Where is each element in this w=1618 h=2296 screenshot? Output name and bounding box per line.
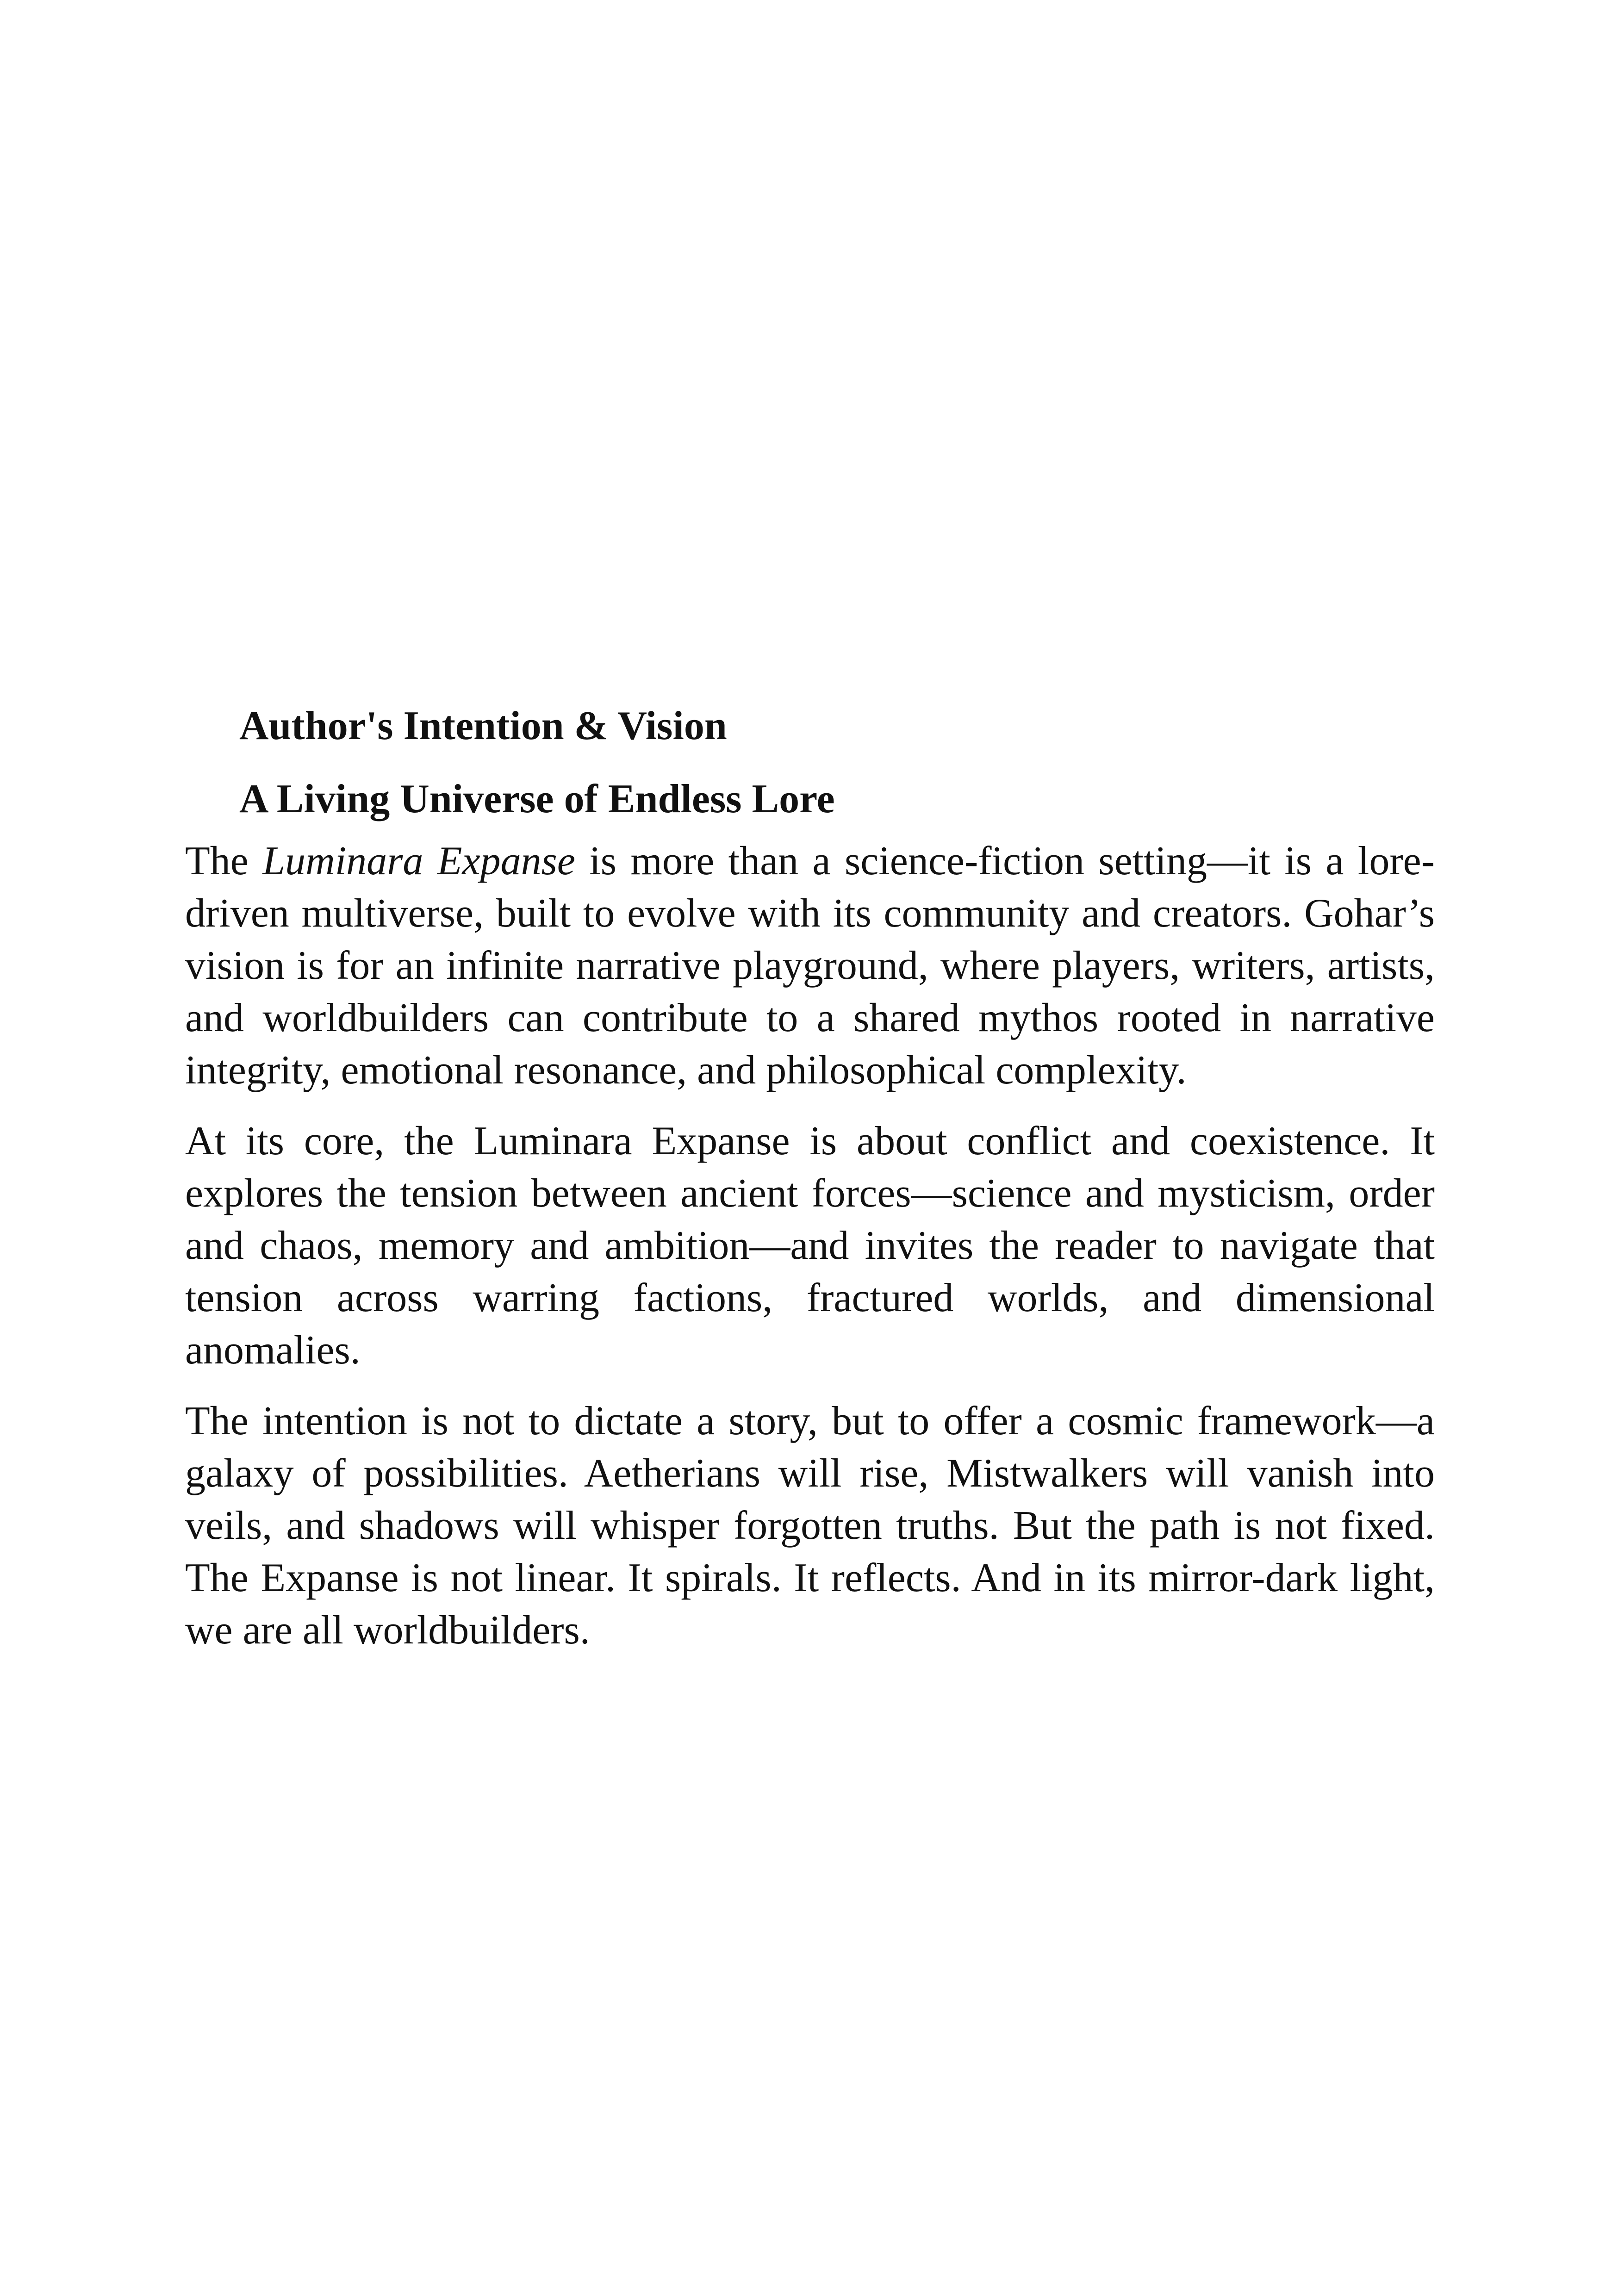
paragraph-intro-rest: is more than a science-fiction setting—it is a lore-driven multiverse, built to evolve with its community and creators. Gohar’s vision is for an infinite narrative playground, where players, writers, artists, and worldbuilders can contribute to a shared mythos rooted in narrative integrity, emotional resonance, and philosophical complexity.: [185, 839, 1435, 1093]
paragraph-core: At its core, the Luminara Expanse is about conflict and coexistence. It explores the tension between ancient forces—science and mysticism, order and chaos, memory and ambition—and invites the reader to navigate that tension across warring factions, fractured worlds, and dimensional anomalies.: [185, 1119, 1435, 1373]
paragraph-intro: [185, 835, 1435, 1096]
section-heading: Author's Intention & Vision: [239, 703, 727, 748]
paragraph-intention: The intention is not to dictate a story, but to offer a cosmic framework—a galaxy of possibilities. Aetherians will rise, Mistwalkers will vanish into veils, and shadows will whisper forgotten truths. But the path is not fixed. The Expanse is not linear. It spirals. It reflects. And in its mirror-dark light, we are all worldbuilders.: [185, 1399, 1435, 1653]
paragraph-intro-start: The: [185, 839, 263, 884]
title-italic: Luminara Expanse: [262, 839, 575, 884]
section-subheading: A Living Universe of Endless Lore: [239, 777, 835, 821]
document-body: [185, 700, 1435, 1675]
